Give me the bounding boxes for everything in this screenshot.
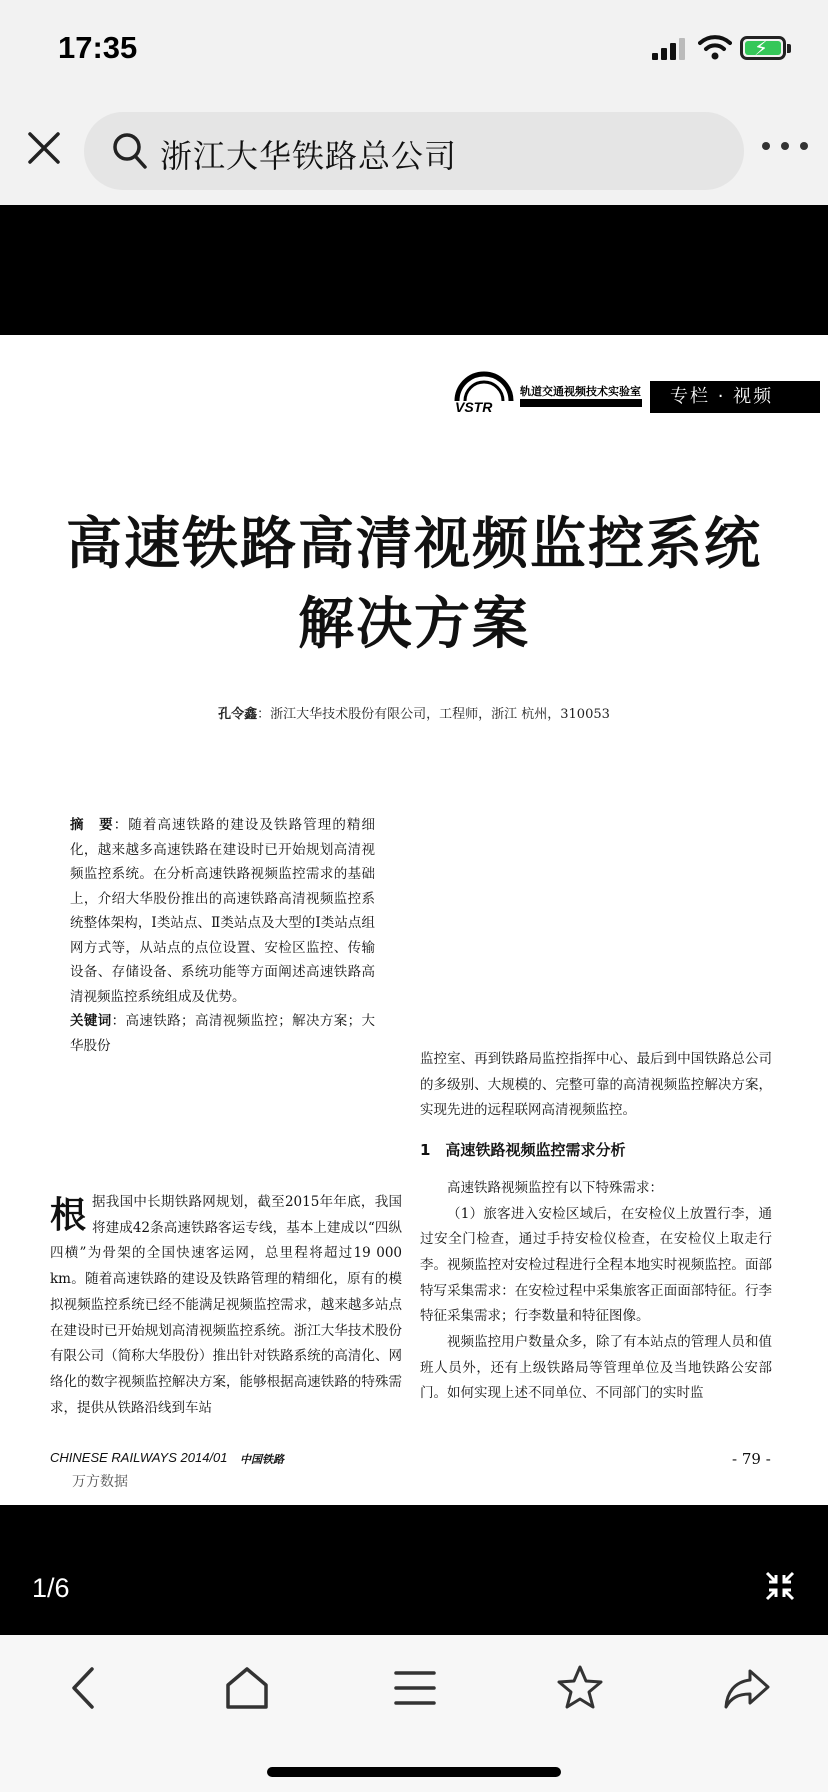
search-query: 浙江大华铁路总公司 — [160, 137, 458, 175]
page-indicator: 1/6 — [32, 1573, 70, 1603]
right-paragraph-2: 高速铁路视频监控有以下特殊需求： — [447, 1179, 663, 1196]
search-icon — [112, 132, 148, 170]
home-indicator[interactable] — [267, 1767, 561, 1777]
back-icon[interactable] — [60, 1663, 110, 1713]
abstract-text: ：随着高速铁路的建设及铁路管理的精细化，越来越多高速铁路在建设时已开始规划高清视频监控系统。在分析高速铁路视频监控需求的基础上，介绍大华股份推出的高速铁路高清视频监控系统整体架构，Ⅰ类站点、Ⅱ类站点及大型的Ⅰ类站点组网方式等，从站点的点位设置、安检区监控、传输设备、存储设备、系统功能等方面阐述高速铁路高清视频监控系统组成及优势。 — [70, 817, 376, 1005]
author-affiliation: ：浙江大华技术股份有限公司，工程师，浙江 杭州，310053 — [257, 707, 610, 722]
more-options-icon[interactable] — [762, 142, 812, 152]
abstract — [70, 813, 375, 1058]
drop-cap: 根 — [50, 1195, 87, 1236]
journal-footer: CHINESE RAILWAYS 2014/01 — [50, 1450, 228, 1465]
body-right-column — [420, 1047, 772, 1407]
svg-text:VSTR: VSTR — [455, 399, 493, 413]
document-page[interactable] — [0, 335, 828, 1505]
author-line — [0, 703, 828, 722]
battery-icon: ⚡ — [740, 36, 786, 60]
watermark-text: 万方数据 — [72, 1474, 128, 1490]
journal-logo: 中国铁路 — [240, 1454, 284, 1466]
left-body-text: 据我国中长期铁路网规划，截至2015年年底，我国将建成42条高速铁路客运专线，基本上建成以“四纵四横”为骨架的全国快速客运网，总里程将超过19 000 km。随着高速铁路的建设及铁路管理的精细化，原有的模拟视频监控系统已经不能满足视频监控需求，越来越多站点在建设时已开始规划高清视频监控系统。浙江大华技术股份有限公司（简称大华股份）推出针对铁路系统的高清化、网络化的数字视频监控解决方案，能够根据高速铁路的特殊需求，提供从铁路沿线到车站 — [50, 1194, 402, 1416]
keywords-label: 关键词 — [70, 1013, 112, 1029]
search-input[interactable] — [84, 112, 744, 190]
author-name: 孔令鑫 — [218, 707, 258, 722]
article-title — [0, 505, 828, 665]
share-icon[interactable] — [722, 1663, 772, 1713]
cellular-signal-icon — [652, 38, 686, 60]
title-line-1: 高速铁路高清视频监控系统 — [66, 512, 762, 577]
body-left-column — [50, 1190, 402, 1421]
right-paragraph-1: 监控室、再到铁路局监控指挥中心、最后到中国铁路总公司的多级别、大规模的、完整可靠的高清视频监控解决方案，实现先进的远程联网高清视频监控。 — [420, 1051, 772, 1119]
bottom-nav — [0, 1635, 828, 1792]
close-icon[interactable] — [26, 130, 62, 166]
viewer-top-band — [0, 205, 828, 335]
viewer-bottom-band — [0, 1505, 828, 1635]
home-icon[interactable] — [222, 1663, 272, 1713]
status-bar — [0, 0, 828, 100]
column-tag: 专栏 · 视频 — [650, 381, 820, 413]
right-paragraph-4: 视频监控用户数量众多，除了有本站点的管理人员和值班人员外，还有上级铁路局等管理单位及当地铁路公安部门。如何实现上述不同单位、不同部门的实时监 — [420, 1334, 772, 1402]
vstr-logo-icon — [453, 367, 515, 413]
lab-name: 轨道交通视频技术实验室 — [520, 385, 641, 398]
abstract-label: 摘 要 — [70, 817, 114, 833]
page-number: - 79 - — [732, 1450, 771, 1468]
section-heading: 1 高速铁路视频监控需求分析 — [420, 1141, 626, 1160]
keywords-text: ：高速铁路；高清视频监控；解决方案；大华股份 — [70, 1013, 376, 1054]
right-paragraph-3: （1）旅客进入安检区域后，在安检仪上放置行李，通过安全门检查，通过手持安检仪检查，在安检仪上取走行李。视频监控对安检过程进行全程本地实时视频监控。面部特写采集需求：在安检过程中采集旅客正面面部特征。行李特征采集需求；行李数量和特征图像。 — [420, 1205, 772, 1325]
wifi-icon — [698, 34, 732, 60]
search-header — [0, 100, 828, 205]
star-icon[interactable] — [555, 1663, 605, 1713]
menu-icon[interactable] — [390, 1663, 440, 1713]
status-time: 17:35 — [58, 30, 138, 65]
collapse-icon[interactable] — [764, 1570, 796, 1602]
title-line-2: 解决方案 — [298, 592, 530, 657]
lab-name-underline — [520, 399, 642, 407]
